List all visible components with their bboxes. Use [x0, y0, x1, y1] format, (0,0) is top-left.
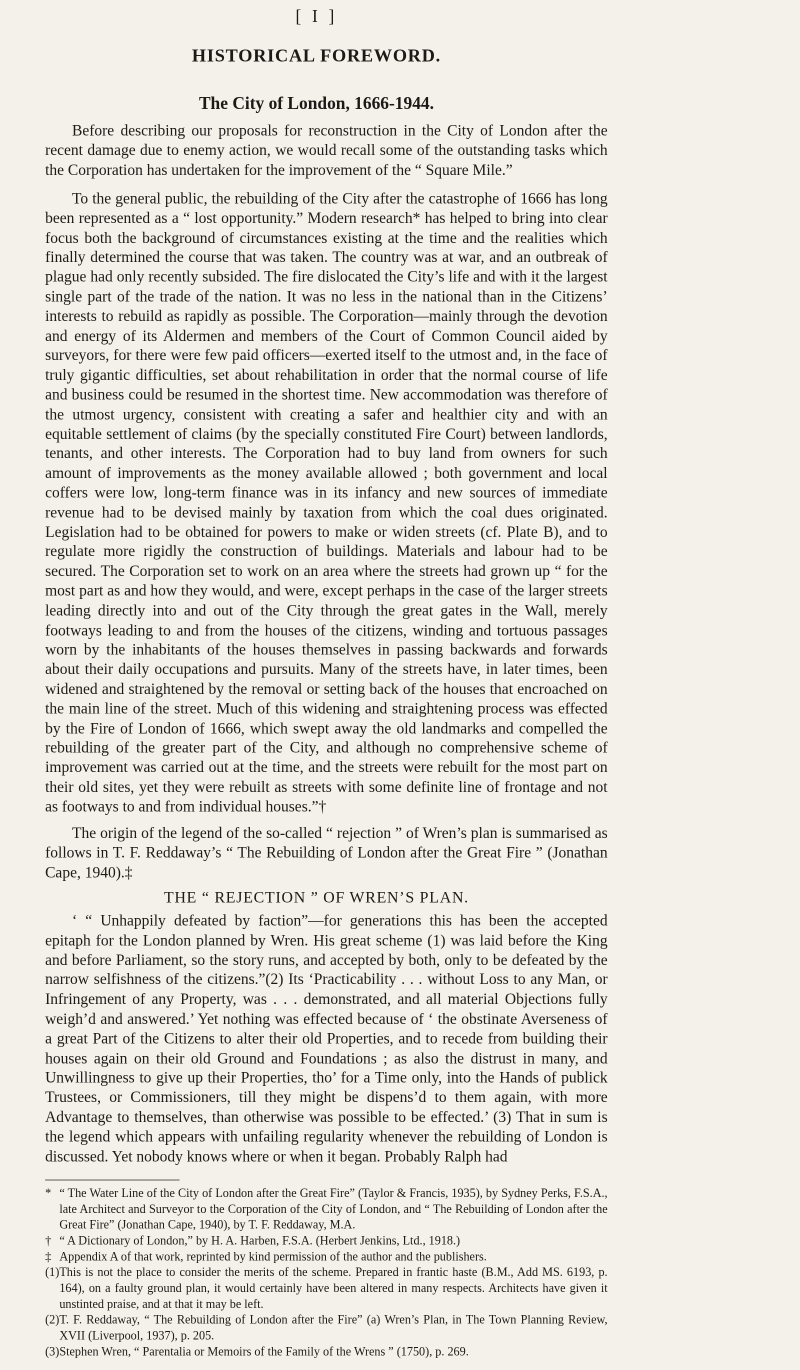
footnote	[45, 1265, 608, 1312]
footnote	[45, 1233, 608, 1249]
footnote-text: Stephen Wren, “ Parentalia or Memoirs of the Family of the Wrens ” (1750), p. 269.	[59, 1344, 469, 1359]
footnote-text: This is not the place to consider the merits of the scheme. Prepared in frantic haste (B.M., Add MS. 6193, p. 164), on a faulty ground plan, it would certainly have been altered in many respects. Architects have given it unstinted praise, and at that it may be left.	[59, 1265, 608, 1311]
footnote-mark: †	[45, 1234, 52, 1248]
paragraph-intro: Before describing our proposals for reconstruction in the City of London after the recent damage due to enemy action, we would recall some of the outstanding tasks which the Corporation has undertaken for the improvement of the “ Square Mile.”	[45, 122, 608, 179]
footnote-text: “ A Dictionary of London,” by H. A. Harben, F.S.A. (Herbert Jenkins, Ltd., 1918.)	[59, 1234, 461, 1248]
page-heading: HISTORICAL FOREWORD.	[191, 45, 441, 66]
footnote-mark: *	[45, 1186, 52, 1201]
main-paragraph-block	[45, 190, 608, 818]
page-subheading: The City of London, 1666-1944.	[198, 93, 434, 114]
paragraph-origin: The origin of the legend of the so-called “ rejection ” of Wren’s plan is summarised as follows in T. F. Reddaway’s “ The Rebuilding of London after the Great Fire ” (Jonathan Cape, 1940).‡	[45, 825, 608, 882]
footnote-text: “ The Water Line of the City of London after the Great Fire” (Taylor & Francis, 1935), by Sydney Perks, F.S.A., late Architect and Surveyor to the Corporation of the City of London, and “ The Rebuilding of London after the Great Fire” (Jonathan Cape, 1940), by T. F. Reddaway, M.A.	[59, 1186, 608, 1232]
footnote-text: Appendix A of that work, reprinted by kind permission of the author and the publishers.	[59, 1250, 487, 1264]
section-paragraph-block	[45, 912, 608, 1167]
footnote	[45, 1344, 608, 1360]
footnote-text: T. F. Reddaway, “ The Rebuilding of London after the Fire” (a) Wren’s Plan, in The Town Planning Review, XVII (Liverpool, 1937), p. 205.	[59, 1313, 608, 1343]
footnote-mark: (3)	[45, 1344, 60, 1359]
origin-paragraph-block	[45, 824, 608, 883]
paragraph-main: To the general public, the rebuilding of the City after the catastrophe of 1666 has long been represented as a “ lost opportunity.” Modern research* has helped to bring into clear focus both the background of circumstances existing at the time and the realities which finally determined the course that was taken. The country was at war, and an outbreak of plague had only recently subsided. The fire dislocated the City’s life and with it the largest single part of the trade of the nation. It was no less in the national than in the Citizens’ interests to rebuild as rapidly as possible. The Corporation—mainly through the devotion and energy of its Aldermen and members of the Court of Common Council aided by surveyors, for there were few paid officers—exerted itself to the utmost and, in the face of truly gigantic difficulties, set about rehabilitation in order that the normal course of life and business could be resumed in the shortest time. New accommodation was therefore of the utmost urgency, consistent with creating a safer and healthier city and with an equitable settlement of claims (by the specially constituted Fire Court) between landlords, tenants, and other interests. The Corporation had to buy land from owners for such amount of improvements as the money available allowed ; both government and local coffers were low, long-term finance was in its infancy and new sources of immediate revenue had to be devised mainly by taxation from which the coal dues originated. Legislation had to be obtained for powers to make or widen streets (cf. Plate B), and to regulate more rigidly the construction of buildings. Materials and labour had to be secured. The Corporation set to work on an area where the streets had grown up “ for the most part as and how they would, and were, except perhaps in the case of the larger streets leading directly into and out of the City through the great gates in the Wall, merely footways leading to and from the houses of the citizens, winding and tortuous passages worn by the inhabitants of the houses themselves in passing backwards and forwards about their daily occupations and pursuits. Many of the streets have, in later times, been widened and straightened by the removal or setting back of the houses that encroached on the main line of the street. Much of this widening and straightening process was effected by the Fire of London of 1666, which swept away the old landmarks and compelled the rebuilding of the greater part of the City, and although no comprehensive scheme of improvement was carried out at the time, and the streets were rebuilt for the most part on their old sites, yet they were rebuilt as streets with some definite line of frontage and not as footways to and from individual houses.”†	[45, 190, 608, 816]
paragraph-section: ‘ “ Unhappily defeated by faction”—for generations this has been the accepted epitaph for the London planned by Wren. His great scheme (1) was laid before the King and before Parliament, so the story runs, and accepted by both, only to be defeated by the narrow selfishness of the citizens.”(2) Its ‘Practicability . . . without Loss to any Man, or Infringement of any Property, was . . . demonstrated, and all material Objections fully weigh’d and answered.’ Yet nothing was effected because of ‘ the obstinate Averseness of a great Part of the Citizens to alter their old Properties, and to recede from building their houses again on their old Ground and Foundations ; as also the distrust in many, and Unwillingness to give up their Properties, tho’ for a Time only, into the Hands of publick Trustees, or Commissioners, till they might be dispens’d to them again, with more Advantage to themselves, than otherwise was possible to be effected.’ (3) That in sum is the legend which appears with unfailing regularity whenever the rebuilding of London is discussed. Yet nobody knows where or when it began. Probably Ralph had	[45, 912, 608, 1166]
footnote	[45, 1313, 608, 1345]
footnote-mark: (1)	[45, 1265, 60, 1280]
footnote-divider	[45, 1180, 179, 1181]
footnote	[45, 1186, 608, 1233]
section-title: THE “ REJECTION ” OF WREN’S PLAN.	[164, 889, 469, 907]
page-number: [ I ]	[295, 6, 338, 27]
footnote-mark: ‡	[45, 1250, 52, 1264]
footnote-mark: (2)	[45, 1313, 60, 1327]
footnotes	[45, 1186, 608, 1360]
intro-paragraph-block	[45, 122, 608, 181]
footnote	[45, 1249, 608, 1265]
